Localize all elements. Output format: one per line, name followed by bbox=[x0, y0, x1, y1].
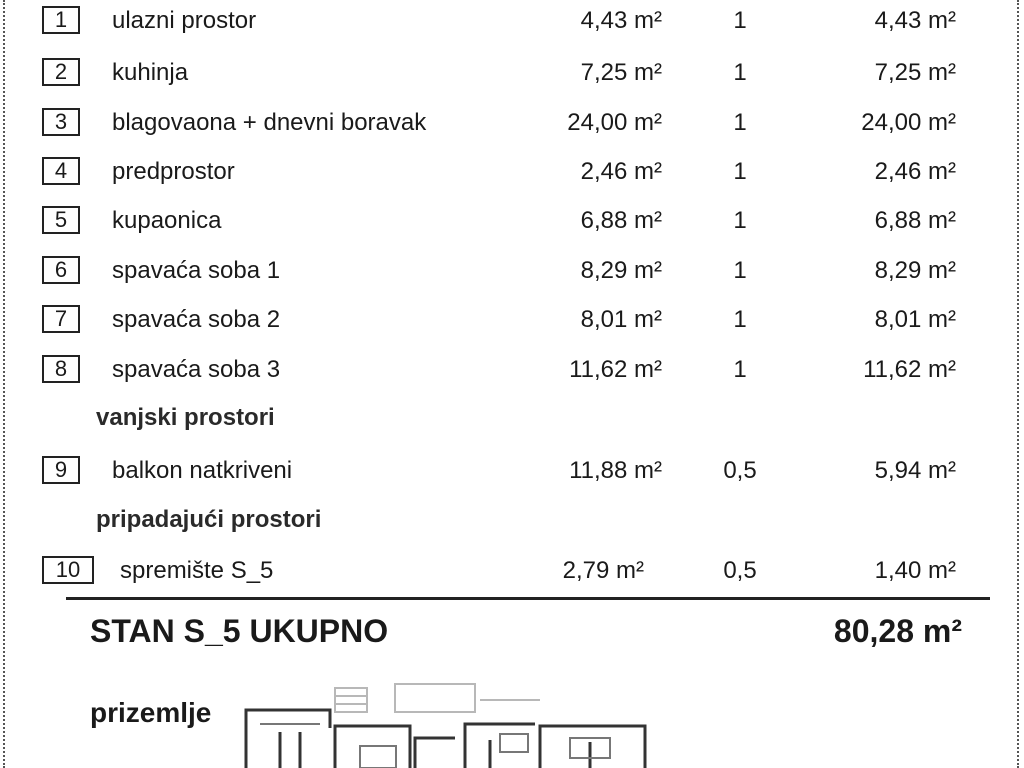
room-total: 7,25 m² bbox=[874, 59, 956, 86]
room-row bbox=[0, 352, 1024, 392]
floor-label: prizemlje bbox=[90, 697, 212, 728]
room-factor: 0,5 bbox=[723, 457, 757, 484]
room-factor: 1 bbox=[733, 306, 747, 333]
room-number: 4 bbox=[42, 157, 80, 185]
summary-divider bbox=[66, 597, 990, 600]
room-number: 5 bbox=[42, 206, 80, 234]
room-factor: 0,5 bbox=[723, 557, 757, 584]
room-row bbox=[0, 253, 1024, 293]
room-factor: 1 bbox=[733, 207, 747, 234]
room-factor: 1 bbox=[733, 257, 747, 284]
summary-value: 80,28 m² bbox=[833, 613, 962, 649]
room-factor: 1 bbox=[733, 109, 747, 136]
floor-plan-drawing bbox=[240, 680, 670, 768]
room-factor: 1 bbox=[733, 158, 747, 185]
room-total: 24,00 m² bbox=[861, 109, 956, 136]
room-number: 8 bbox=[42, 355, 80, 383]
room-area: 24,00 m² bbox=[567, 109, 662, 136]
room-total: 1,40 m² bbox=[874, 557, 956, 584]
room-name: predprostor bbox=[112, 158, 235, 185]
room-row bbox=[0, 302, 1024, 342]
room-name: kupaonica bbox=[112, 207, 222, 234]
room-name: ulazni prostor bbox=[112, 7, 257, 34]
section-heading-ancillary: pripadajući prostori bbox=[96, 506, 322, 533]
section-heading-outdoor: vanjski prostori bbox=[96, 404, 275, 431]
summary-label: STAN S_5 UKUPNO bbox=[90, 613, 389, 649]
room-row bbox=[0, 55, 1024, 95]
room-number: 10 bbox=[42, 556, 94, 584]
room-number: 2 bbox=[42, 58, 80, 86]
room-area: 11,62 m² bbox=[569, 356, 662, 383]
room-name: kuhinja bbox=[112, 59, 189, 86]
room-name: blagovaona + dnevni boravak bbox=[112, 109, 427, 136]
room-total: 6,88 m² bbox=[874, 207, 956, 234]
room-total: 5,94 m² bbox=[874, 457, 956, 484]
room-row bbox=[0, 453, 1024, 493]
room-area: 2,79 m² bbox=[562, 557, 644, 584]
room-area: 7,25 m² bbox=[580, 59, 662, 86]
room-name: balkon natkriveni bbox=[112, 457, 293, 484]
room-number: 6 bbox=[42, 256, 80, 284]
room-area: 4,43 m² bbox=[580, 7, 662, 34]
room-number: 3 bbox=[42, 108, 80, 136]
room-area: 11,88 m² bbox=[569, 457, 662, 484]
room-area: 2,46 m² bbox=[580, 158, 662, 185]
room-name: spavaća soba 1 bbox=[112, 257, 281, 284]
room-row bbox=[0, 203, 1024, 243]
room-factor: 1 bbox=[733, 7, 747, 34]
room-name: spremište S_5 bbox=[120, 557, 274, 584]
room-number: 9 bbox=[42, 456, 80, 484]
room-row bbox=[0, 154, 1024, 194]
room-factor: 1 bbox=[733, 356, 747, 383]
room-row bbox=[0, 105, 1024, 145]
room-area: 8,01 m² bbox=[580, 306, 662, 333]
room-total: 2,46 m² bbox=[874, 158, 956, 185]
room-number: 7 bbox=[42, 305, 80, 333]
room-row bbox=[0, 553, 1024, 593]
room-area: 8,29 m² bbox=[580, 257, 662, 284]
room-total: 8,29 m² bbox=[874, 257, 956, 284]
room-factor: 1 bbox=[733, 59, 747, 86]
room-row bbox=[0, 3, 1024, 43]
room-name: spavaća soba 3 bbox=[112, 356, 281, 383]
room-number: 1 bbox=[42, 6, 80, 34]
room-total: 11,62 m² bbox=[863, 356, 956, 383]
room-total: 8,01 m² bbox=[874, 306, 956, 333]
room-area: 6,88 m² bbox=[580, 207, 662, 234]
room-total: 4,43 m² bbox=[874, 7, 956, 34]
room-name: spavaća soba 2 bbox=[112, 306, 281, 333]
